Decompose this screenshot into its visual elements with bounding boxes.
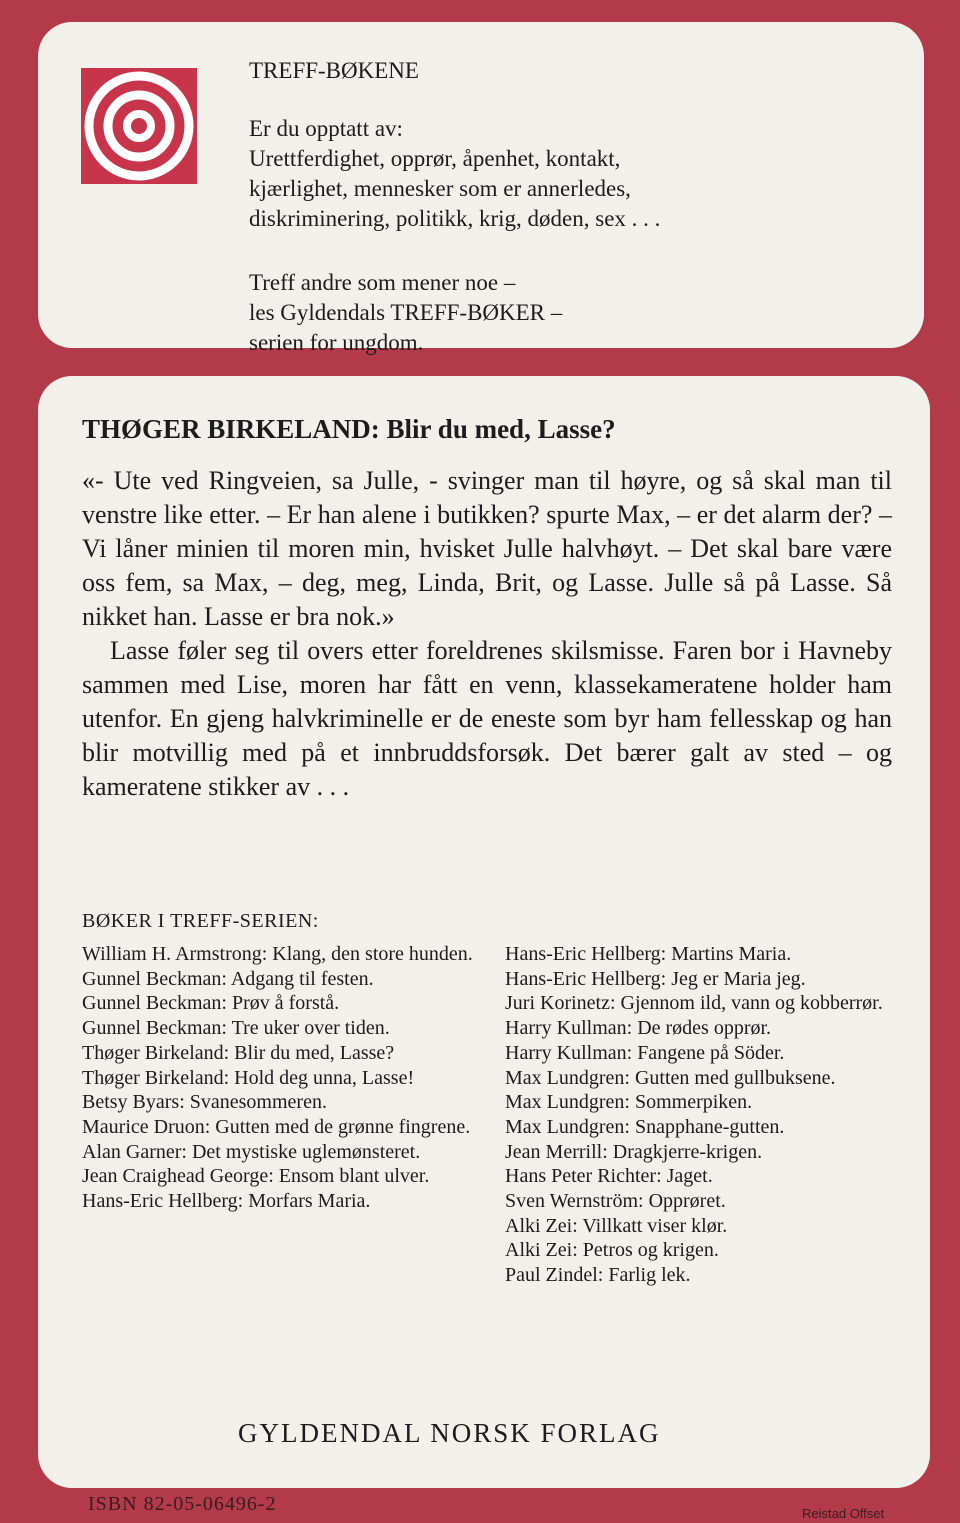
series-list-left-column [82,942,482,1214]
cta-line: les Gyldendals TREFF-BØKER – [249,300,563,325]
list-item: Jean Merrill: Dragkjerre-krigen. [505,1140,763,1163]
list-item: Maurice Druon: Gutten med de grønne fingrene. [82,1115,471,1138]
list-item: Alki Zei: Villkatt viser klør. [505,1214,728,1237]
list-item: Juri Korinetz: Gjennom ild, vann og kobberrør. [505,992,883,1015]
list-item: Alki Zei: Petros og krigen. [505,1239,719,1262]
list-item: Thøger Birkeland: Hold deg unna, Lasse! [82,1066,415,1089]
cta-line: Treff andre som mener noe – [249,270,516,295]
list-item: Harry Kullman: Fangene på Söder. [505,1041,785,1064]
printer-credit: Reistad Offset [802,1506,885,1521]
list-item: Jean Craighead George: Ensom blant ulver. [82,1165,430,1188]
intro-line: Urettferdighet, opprør, åpenhet, kontakt, [249,146,621,171]
list-item: Thøger Birkeland: Blir du med, Lasse? [82,1041,395,1064]
series-intro [249,114,660,234]
list-item: Gunnel Beckman: Prøv å forstå. [82,992,340,1015]
list-item: Paul Zindel: Farlig lek. [505,1264,691,1287]
list-item: Gunnel Beckman: Tre uker over tiden. [82,1017,390,1040]
book-blurb [82,464,892,804]
series-call-to-action [249,268,660,358]
book-title: THØGER BIRKELAND: Blir du med, Lasse? [82,414,616,444]
book-excerpt: «- Ute ved Ringveien, sa Julle, - svinger man til høyre, og så skal man til venstre like etter. – Er han alene i butikken? spurte Max, – er det alarm der? – Vi låner minien til moren min, hvisket Julle halvhøyt. – Det skal bare være oss fem, sa Max, – deg, meg, Linda, Brit, og Lasse. Julle så på Lasse. Så nikket han. Lasse er bra nok.» [82,466,892,631]
list-item: Max Lundgren: Gutten med gullbuksene. [505,1066,836,1089]
isbn: ISBN 82-05-06496-2 [88,1493,277,1515]
list-item: Max Lundgren: Snapphane-gutten. [505,1115,785,1138]
list-item: Alan Garner: Det mystiske uglemønsteret. [82,1140,421,1163]
list-item: Hans Peter Richter: Jaget. [505,1165,713,1188]
series-info-panel [38,22,924,355]
book-info-panel [38,376,930,1488]
publisher-name: GYLDENDAL NORSK FORLAG [238,1418,661,1448]
cta-line: serien for ungdom. [249,330,424,355]
list-item: Max Lundgren: Sommerpiken. [505,1091,753,1114]
list-item: Hans-Eric Hellberg: Jeg er Maria jeg. [505,967,806,990]
list-item: Betsy Byars: Svanesommeren. [82,1091,327,1114]
series-name: TREFF-BØKENE [249,58,419,83]
target-logo-icon [81,68,197,184]
list-item: Hans-Eric Hellberg: Morfars Maria. [82,1190,371,1213]
list-item: Hans-Eric Hellberg: Martins Maria. [505,943,792,965]
list-item: Harry Kullman: De rødes opprør. [505,1017,772,1040]
book-summary: Lasse føler seg til overs etter foreldrenes skilsmisse. Faren bor i Havneby sammen med Lise, moren har fått en venn, klassekameratene holder ham utenfor. En gjeng halvkriminelle er de eneste som byr ham fellesskap og han blir motvillig med på et innbruddsforsøk. Det bærer galt av sted – og kameratene stikker av . . . [82,636,892,801]
list-item: Sven Wernström: Opprøret. [505,1190,726,1213]
intro-line: kjærlighet, mennesker som er annerledes, [249,176,631,201]
series-list-title: BØKER I TREFF-SERIEN: [82,910,319,932]
intro-line: Er du opptatt av: [249,116,403,141]
list-item: Gunnel Beckman: Adgang til festen. [82,967,374,990]
intro-line: diskriminering, politikk, krig, døden, sex . . . [249,206,661,231]
series-list-right-column [505,942,905,1288]
list-item: William H. Armstrong: Klang, den store hunden. [82,943,473,965]
